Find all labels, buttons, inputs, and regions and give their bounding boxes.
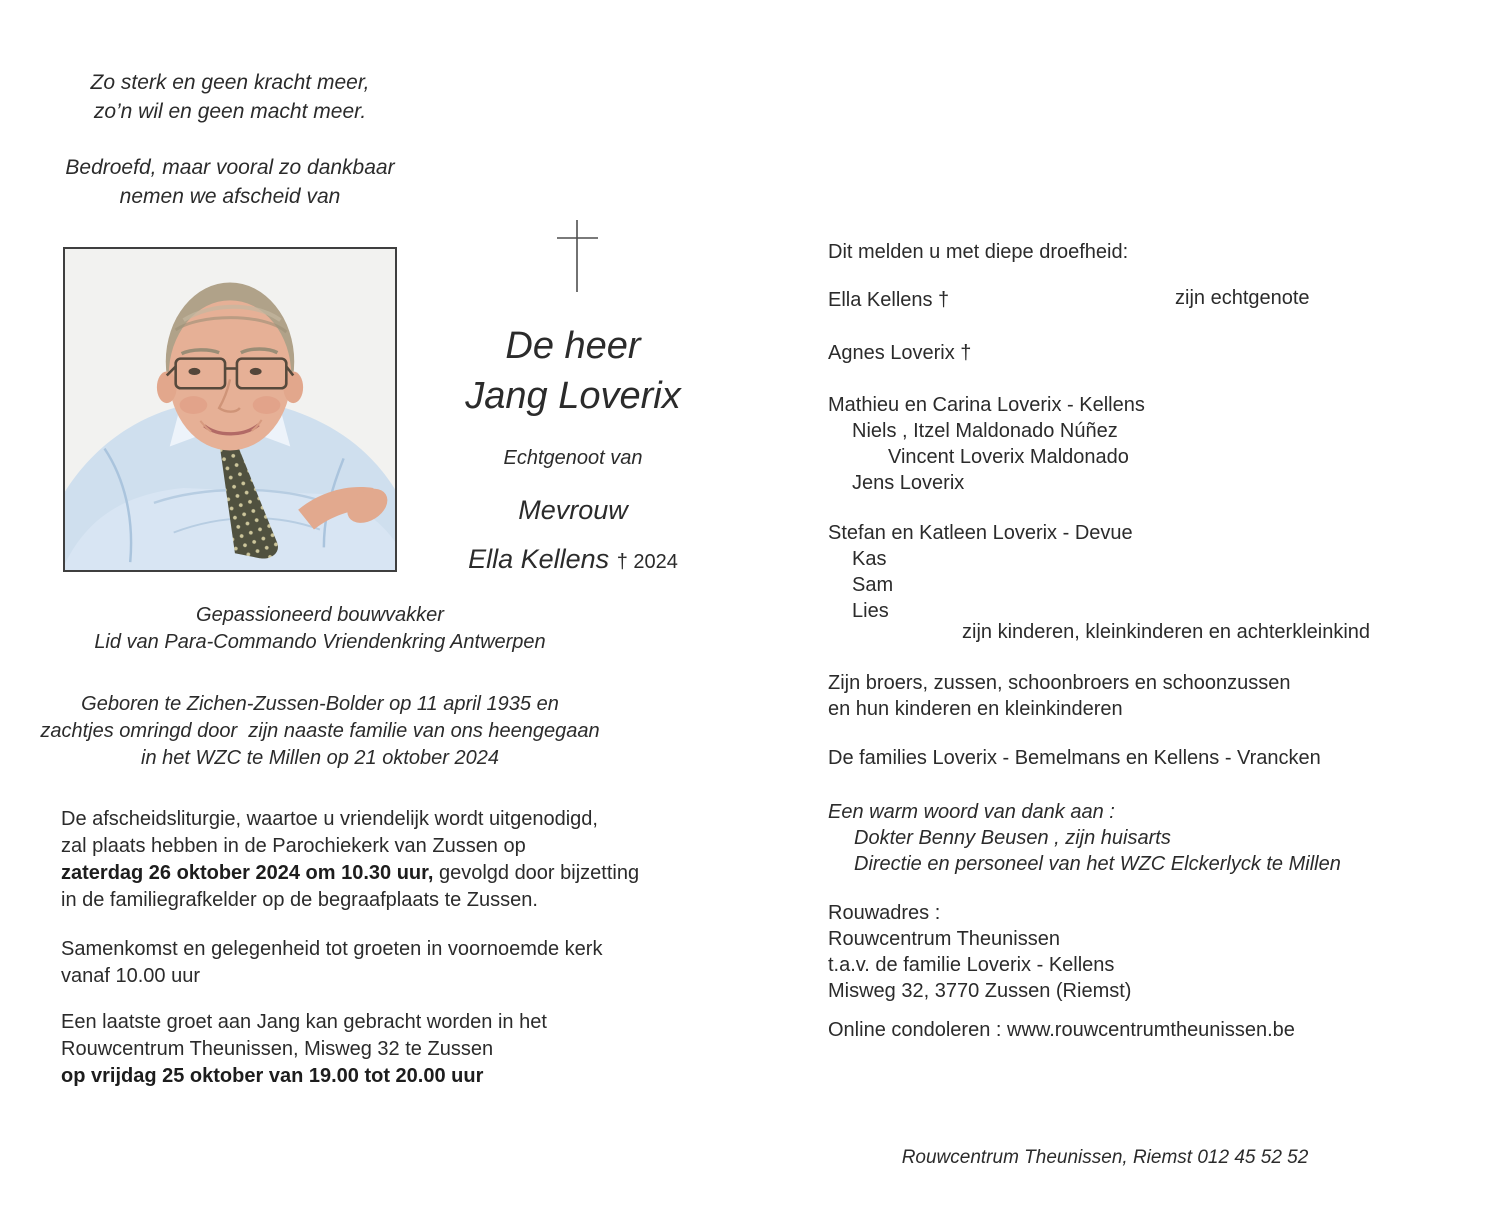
widow-role-line: zijn echtgenote xyxy=(1175,287,1310,309)
quote-line: zo’n wil en geen macht meer. xyxy=(93,100,367,123)
thanks-line: Directie en personeel van het WZC Elckerlyck te Millen xyxy=(854,853,1341,875)
membership-line: Lid van Para-Commando Vriendenkring Antwerpen xyxy=(94,631,546,653)
gathering-paragraph xyxy=(61,936,721,990)
siblings-line: en hun kinderen en kleinkinderen xyxy=(828,698,1123,720)
online-condolence-line: Online condoleren : www.rouwcentrumtheunissen.be xyxy=(828,1019,1295,1041)
thanks-paragraph xyxy=(828,799,1468,877)
widow-name-line: Ella Kellens † xyxy=(828,289,950,311)
families-line: De families Loverix - Bemelmans en Kellens - Vrancken xyxy=(828,747,1321,769)
family-member-line: Jens Loverix xyxy=(852,472,965,494)
family-member-line: Stefan en Katleen Loverix - Devue xyxy=(828,522,1133,544)
farewell-intro xyxy=(28,153,432,211)
relation-line: Echtgenoot van xyxy=(503,447,643,469)
family-member-line: Sam xyxy=(852,574,894,596)
visitation-line: Een laatste groet aan Jang kan gebracht worden in het xyxy=(61,1011,547,1033)
intro-line: nemen we afscheid van xyxy=(119,185,341,208)
address-line: Rouwadres : xyxy=(828,902,941,924)
siblings-line: Zijn broers, zussen, schoonbroers en schoonzussen xyxy=(828,672,1291,694)
thanks-line: Dokter Benny Beusen , zijn huisarts xyxy=(854,827,1171,849)
intro-line: Bedroefd, maar vooral zo dankbaar xyxy=(65,156,395,179)
address-line: Misweg 32, 3770 Zussen (Riemst) xyxy=(828,980,1132,1002)
born-line: in het WZC te Millen op 21 oktober 2024 xyxy=(141,747,499,769)
family-member-line: Mathieu en Carina Loverix - Kellens xyxy=(828,394,1145,416)
birth-death-paragraph xyxy=(40,691,600,772)
portrait-photo xyxy=(63,247,397,572)
quote-line: Zo sterk en geen kracht meer, xyxy=(90,71,370,94)
family-member-line: Vincent Loverix Maldonado xyxy=(888,446,1129,468)
family-role-line: zijn kinderen, kleinkinderen en achterkleinkind xyxy=(962,621,1371,643)
liturgy-line xyxy=(61,860,721,887)
visitation-datetime-bold: op vrijdag 25 oktober van 19.00 tot 20.00 uur xyxy=(61,1065,484,1087)
family-group-1 xyxy=(828,392,1468,496)
announcement-line: Dit melden u met diepe droefheid: xyxy=(828,241,1129,263)
spouse-death-year: † 2024 xyxy=(616,551,678,573)
thanks-line: Een warm woord van dank aan : xyxy=(828,801,1115,823)
liturgy-line: in de familiegrafkelder op de begraafplaats te Zussen. xyxy=(61,889,538,911)
gathering-line: Samenkomst en gelegenheid tot groeten in voornoemde kerk xyxy=(61,938,603,960)
deceased-title: De heer xyxy=(505,325,641,367)
visitation-line: Rouwcentrum Theunissen, Misweg 32 te Zussen xyxy=(61,1038,494,1060)
cross-icon xyxy=(548,212,608,302)
visitation-paragraph xyxy=(61,1009,721,1090)
occupation-line: Gepassioneerd bouwvakker xyxy=(196,604,444,626)
liturgy-datetime-bold: zaterdag 26 oktober 2024 om 10.30 uur, xyxy=(61,862,434,884)
address-line: t.a.v. de familie Loverix - Kellens xyxy=(828,954,1115,976)
family-member-line: Lies xyxy=(852,600,889,622)
liturgy-line: De afscheidsliturgie, waartoe u vriendelijk wordt uitgenodigd, xyxy=(61,808,598,830)
deceased-name: Jang Loverix xyxy=(465,375,681,417)
family-member-line: Niels , Itzel Maldonado Núñez xyxy=(852,420,1118,442)
footer-contact-line: Rouwcentrum Theunissen, Riemst 012 45 52 52 xyxy=(901,1147,1309,1168)
mourning-address-block xyxy=(828,900,1468,1004)
spouse-name-line xyxy=(420,544,726,577)
siblings-paragraph xyxy=(828,670,1468,722)
liturgy-paragraph xyxy=(61,806,721,914)
family-member-line: Kas xyxy=(852,548,887,570)
born-line: zachtjes omringd door zijn naaste familie van ons heengegaan xyxy=(40,720,600,742)
spouse-name: Ella Kellens xyxy=(468,544,610,574)
bio-block xyxy=(40,602,600,656)
liturgy-line: zal plaats hebben in de Parochiekerk van Zussen op xyxy=(61,835,526,857)
address-line: Rouwcentrum Theunissen xyxy=(828,928,1060,950)
portrait-illustration xyxy=(65,249,395,570)
sister-name-line: Agnes Loverix † xyxy=(828,342,972,364)
spouse-title: Mevrouw xyxy=(518,495,628,525)
family-group-2 xyxy=(828,520,1468,624)
born-line: Geboren te Zichen-Zussen-Bolder op 11 april 1935 en xyxy=(81,693,559,715)
gathering-line: vanaf 10.00 uur xyxy=(61,965,200,987)
liturgy-line-rest: gevolgd door bijzetting xyxy=(433,862,640,884)
opening-quote xyxy=(28,68,432,211)
